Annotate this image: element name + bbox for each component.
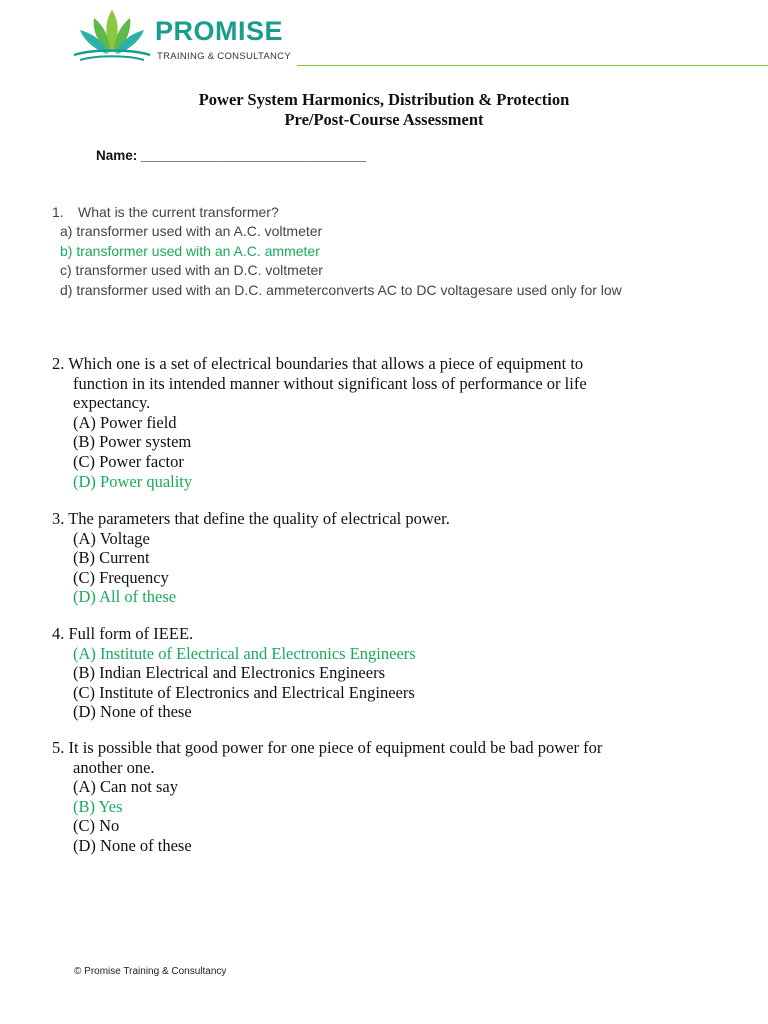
question-text: 3. The parameters that define the quality of electrical power. bbox=[52, 509, 450, 528]
question-5 bbox=[52, 738, 692, 856]
question-text: 2. Which one is a set of electrical boundaries that allows a piece of equipment to bbox=[52, 354, 584, 373]
question-number: 1. bbox=[52, 204, 64, 220]
question-3 bbox=[52, 509, 692, 607]
answer-option: (D) None of these bbox=[73, 702, 192, 722]
header-divider bbox=[297, 65, 768, 66]
answer-option-correct: (A) Institute of Electrical and Electronics Engineers bbox=[73, 643, 416, 663]
answer-option: (A) Voltage bbox=[73, 528, 150, 548]
copyright-footer: © Promise Training & Consultancy bbox=[74, 966, 227, 977]
question-text: 5. It is possible that good power for one piece of equipment could be bad power for bbox=[52, 738, 603, 757]
answer-option: (B) Power system bbox=[73, 432, 192, 452]
document-title: Power System Harmonics, Distribution & Protection bbox=[198, 90, 570, 109]
name-field-label: Name: ______________________________ bbox=[96, 148, 367, 163]
question-text: 4. Full form of IEEE. bbox=[52, 624, 194, 643]
answer-option-correct: (D) Power quality bbox=[73, 471, 193, 491]
answer-option-correct: (D) All of these bbox=[73, 587, 177, 607]
answer-option-correct: b) transformer used with an A.C. ammeter bbox=[60, 242, 320, 259]
question-text: function in its intended manner without significant loss of performance or life bbox=[73, 373, 587, 393]
question-1 bbox=[52, 203, 692, 300]
brand-subtitle: TRAINING & CONSULTANCY bbox=[157, 51, 291, 62]
document-subtitle: Pre/Post-Course Assessment bbox=[284, 110, 484, 129]
page-header bbox=[0, 0, 768, 80]
answer-option: (D) None of these bbox=[73, 835, 192, 855]
question-text: expectancy. bbox=[73, 393, 151, 413]
answer-option: a) transformer used with an A.C. voltmeter bbox=[60, 223, 323, 240]
answer-option: (C) Power factor bbox=[73, 451, 184, 471]
answer-option: (B) Indian Electrical and Electronics Engineers bbox=[73, 663, 385, 683]
question-2 bbox=[52, 354, 692, 491]
answer-option: (A) Can not say bbox=[73, 777, 178, 797]
answer-option: (B) Current bbox=[73, 548, 150, 568]
answer-option: (A) Power field bbox=[73, 412, 177, 432]
answer-option: d) transformer used with an D.C. ammeterconverts AC to DC voltagesare used only for low bbox=[60, 281, 622, 298]
question-4 bbox=[52, 624, 692, 722]
answer-option: c) transformer used with an D.C. voltmeter bbox=[60, 262, 323, 279]
answer-option: (C) Institute of Electronics and Electrical Engineers bbox=[73, 682, 415, 702]
question-text: What is the current transformer? bbox=[78, 204, 279, 220]
question-text: another one. bbox=[73, 757, 155, 777]
answer-option: (C) Frequency bbox=[73, 567, 169, 587]
answer-option-correct: (B) Yes bbox=[73, 796, 123, 816]
brand-name: PROMISE bbox=[155, 16, 284, 46]
answer-option: (C) No bbox=[73, 816, 120, 836]
lotus-logo-icon bbox=[72, 8, 152, 63]
